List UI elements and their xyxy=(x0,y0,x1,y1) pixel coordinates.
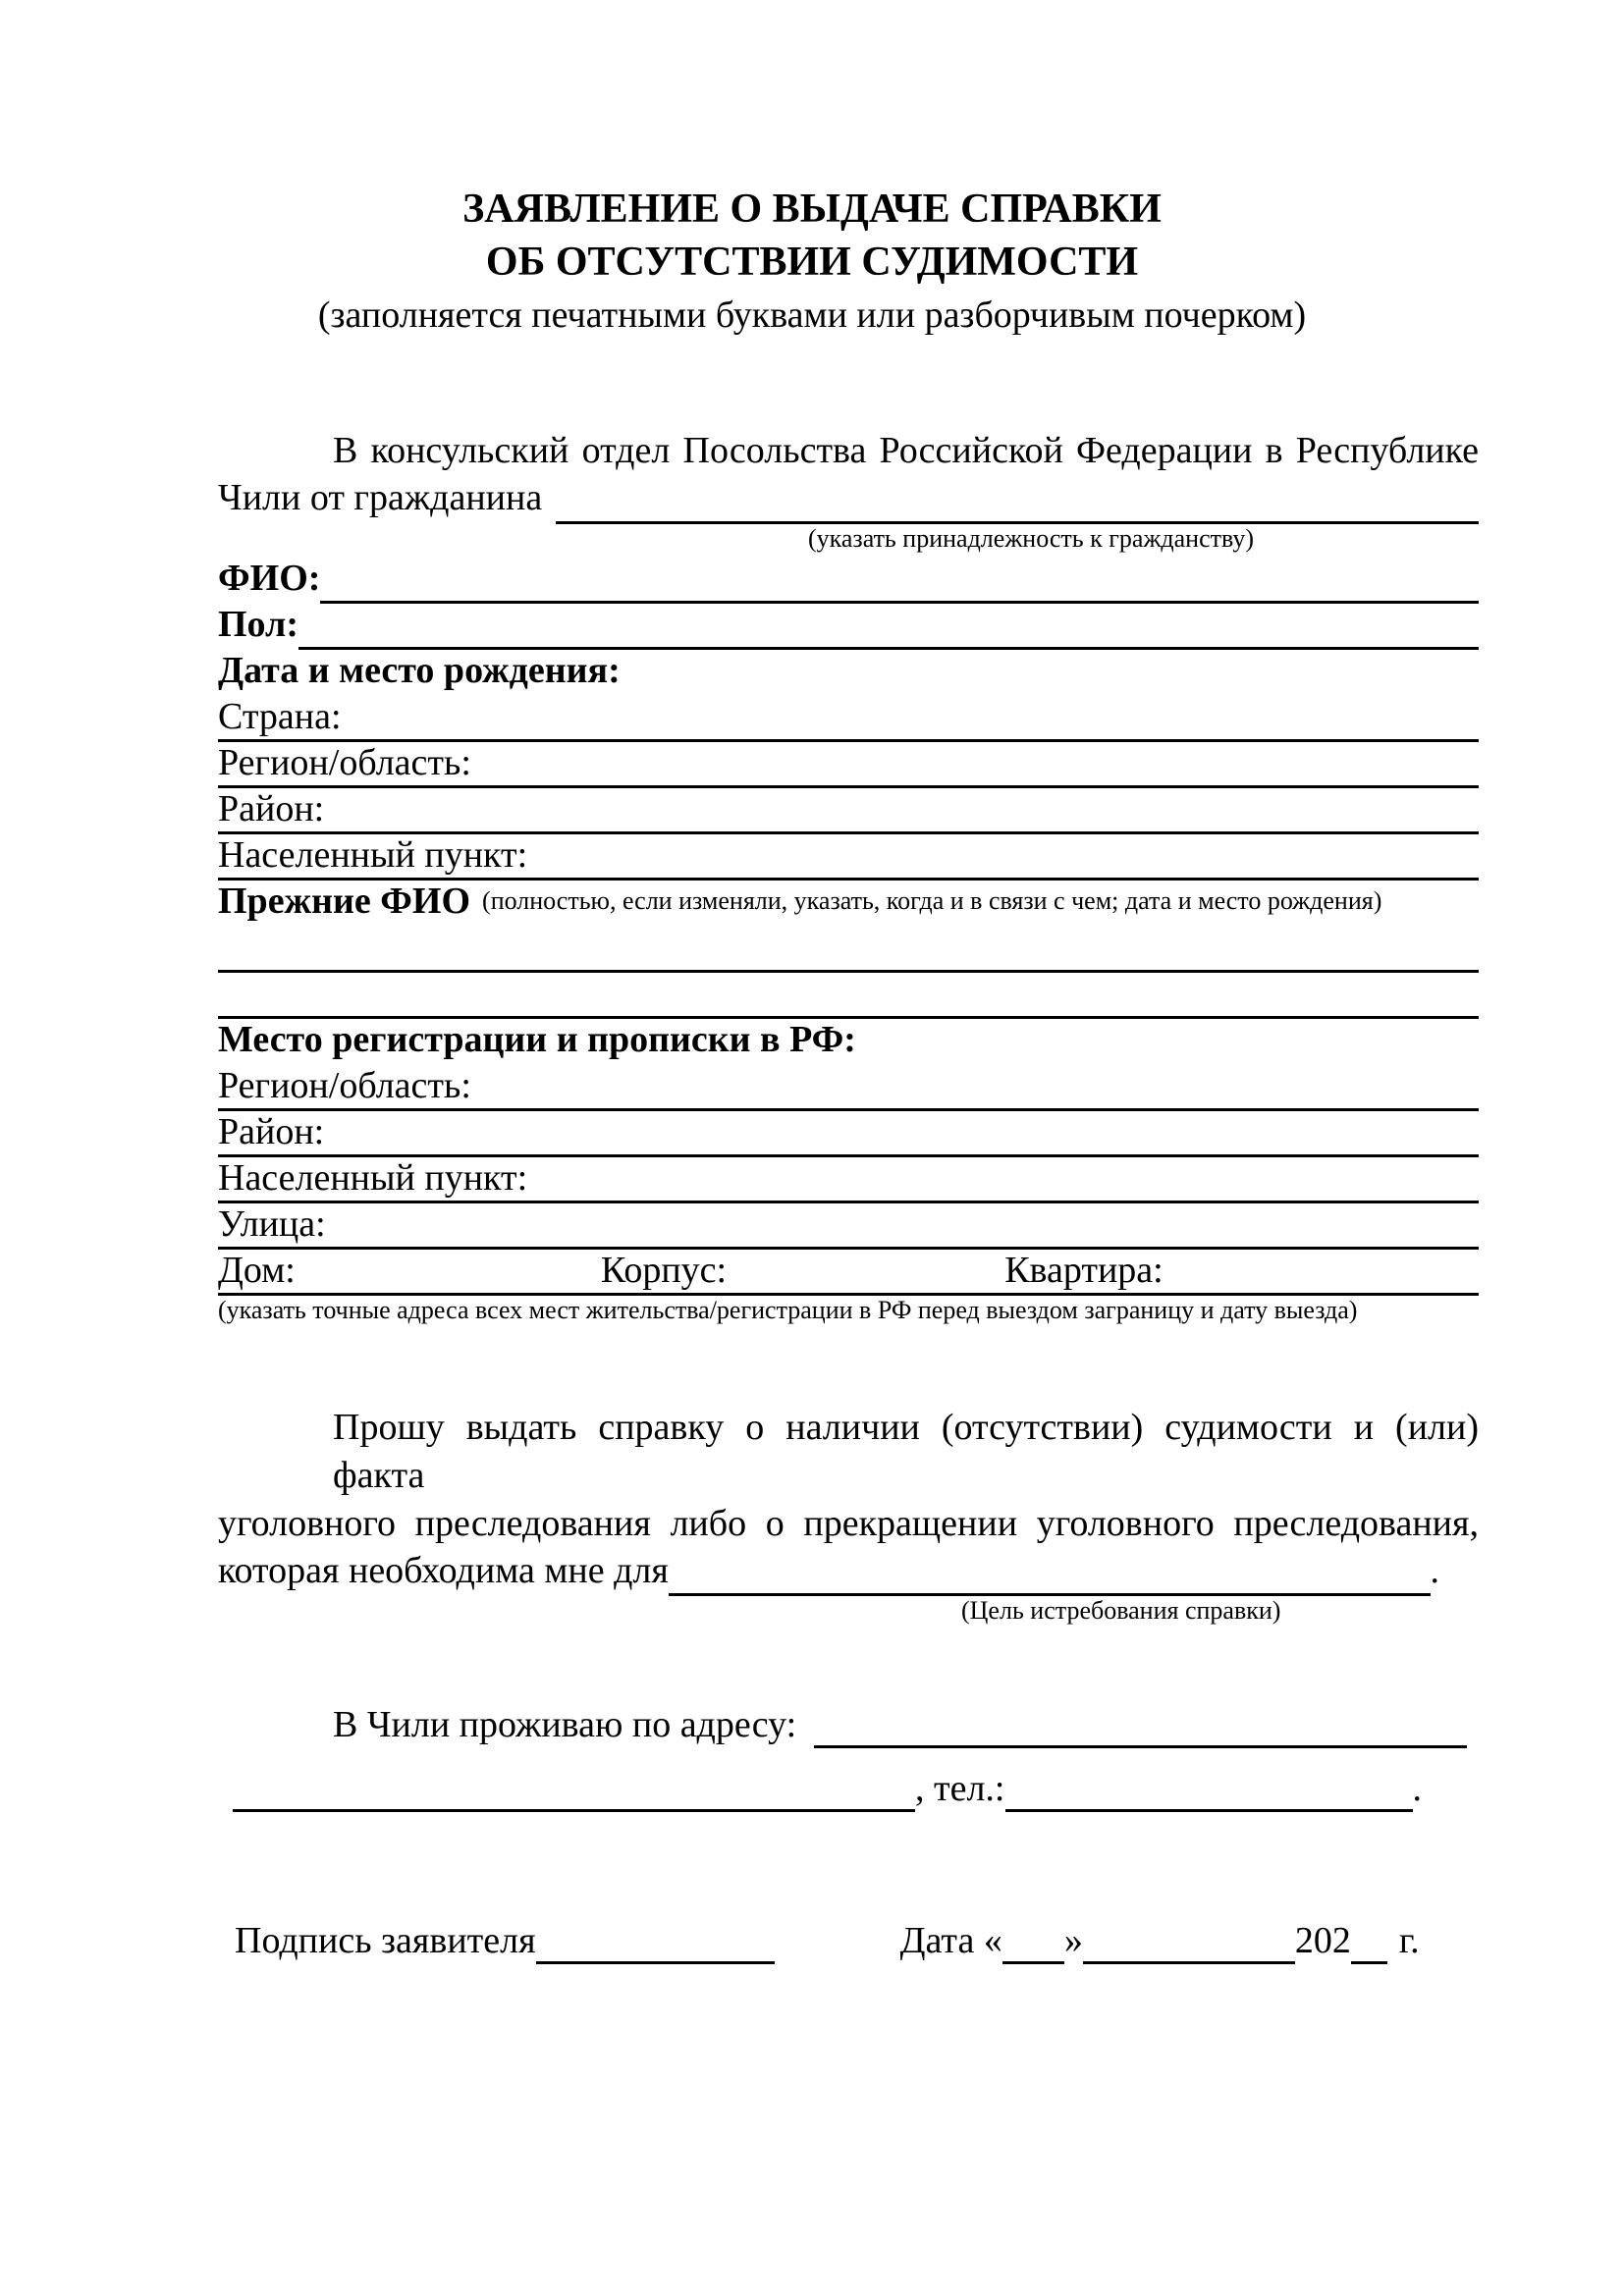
citizenship-blank[interactable] xyxy=(556,475,1479,524)
former-fio-label: Прежние ФИО xyxy=(218,881,471,922)
gender-row xyxy=(218,604,1479,650)
request-paragraph xyxy=(218,1404,1479,1596)
phone-period: . xyxy=(1412,1768,1422,1809)
registration-header: Место регистрации и прописки в РФ: xyxy=(218,1019,856,1060)
birth-settlement-label: Населенный пункт: xyxy=(218,834,528,876)
birth-header: Дата и место рождения: xyxy=(218,650,621,691)
house-label: Дом: xyxy=(218,1250,296,1291)
request-line1: Прошу выдать справку о наличии (отсутствии) судимости и (или) факта xyxy=(333,1407,1479,1496)
request-line3-label: которая необходима мне для xyxy=(218,1550,669,1591)
residence-label: В Чили проживаю по адресу: xyxy=(333,1704,797,1745)
birth-region-label: Регион/область: xyxy=(218,742,471,783)
date-quote-close: » xyxy=(1063,1920,1083,1961)
reg-district-row[interactable] xyxy=(218,1111,1479,1157)
date-year-suffix: г. xyxy=(1398,1920,1420,1961)
registration-header-row xyxy=(218,1019,1479,1065)
gender-label: Пол: xyxy=(218,604,299,645)
signature-label: Подпись заявителя xyxy=(235,1920,536,1961)
birth-country-row[interactable] xyxy=(218,696,1479,742)
residence-address-blank[interactable] xyxy=(814,1702,1467,1748)
request-period: . xyxy=(1430,1550,1439,1591)
gender-blank[interactable] xyxy=(298,604,1479,650)
birth-header-row xyxy=(218,650,1479,696)
former-fio-blank-row-1[interactable] xyxy=(218,927,1479,973)
reg-street-label: Улица: xyxy=(218,1203,326,1245)
date-year: 202 xyxy=(1294,1920,1351,1961)
citizenship-hint: (указать принадлежность к гражданству) xyxy=(808,524,1255,553)
former-fio-blank-row-2[interactable] xyxy=(218,973,1479,1019)
purpose-blank[interactable] xyxy=(669,1548,1431,1596)
reg-settlement-row[interactable] xyxy=(218,1157,1479,1203)
signature-blank[interactable] xyxy=(536,1918,775,1964)
addressee-paragraph xyxy=(218,426,1479,524)
residence-row xyxy=(218,1702,1479,1748)
phone-row xyxy=(218,1766,1479,1812)
date-label: Дата « xyxy=(899,1920,1002,1961)
phone-blank[interactable] xyxy=(1005,1766,1413,1812)
birth-settlement-row[interactable] xyxy=(218,834,1479,881)
addressee-line2-label: Чили от гражданина xyxy=(218,477,543,518)
purpose-hint: (Цель истребования справки) xyxy=(961,1596,1281,1625)
building-blank[interactable] xyxy=(727,1250,1004,1293)
reg-settlement-label: Населенный пункт: xyxy=(218,1157,528,1199)
residence-address-blank-2[interactable] xyxy=(233,1766,915,1812)
form-title-note: (заполняется печатными буквами или разборчивым почерком) xyxy=(317,294,1307,336)
form-title-line1: ЗАЯВЛЕНИЕ О ВЫДАЧЕ СПРАВКИ xyxy=(462,187,1162,232)
date-year-blank[interactable] xyxy=(1351,1918,1387,1964)
fio-row xyxy=(218,558,1479,604)
reg-district-label: Район: xyxy=(218,1111,325,1152)
form-title-line2: ОБ ОТСУТСТВИИ СУДИМОСТИ xyxy=(485,240,1139,285)
birth-region-row[interactable] xyxy=(218,742,1479,788)
date-month-blank[interactable] xyxy=(1083,1918,1295,1964)
reg-region-row[interactable] xyxy=(218,1065,1479,1111)
form-title-block xyxy=(0,0,1624,342)
signature-date-row xyxy=(218,1918,1479,1964)
address-hint: (указать точные адреса всех мест жительства/регистрации в РФ перед выездом заграницу и дату выезда) xyxy=(218,1296,1358,1324)
fio-label: ФИО: xyxy=(218,558,321,599)
birth-country-label: Страна: xyxy=(218,696,342,737)
birth-district-label: Район: xyxy=(218,788,325,829)
date-day-blank[interactable] xyxy=(1002,1918,1064,1964)
birth-district-row[interactable] xyxy=(218,788,1479,834)
request-line2: уголовного преследования либо о прекращении уголовного преследования, xyxy=(218,1503,1479,1544)
apartment-label: Квартира: xyxy=(1004,1250,1164,1291)
fio-blank[interactable] xyxy=(320,558,1479,604)
house-blank[interactable] xyxy=(296,1250,601,1293)
apartment-blank[interactable] xyxy=(1164,1250,1479,1293)
phone-label: , тел.: xyxy=(915,1768,1005,1809)
former-fio-row xyxy=(218,881,1479,927)
reg-street-row[interactable] xyxy=(218,1203,1479,1250)
house-building-apartment-row[interactable] xyxy=(218,1250,1479,1296)
building-label: Корпус: xyxy=(600,1250,728,1291)
reg-region-label: Регион/область: xyxy=(218,1065,471,1106)
addressee-line1: В консульский отдел Посольства Российской Федерации в Республике xyxy=(333,430,1479,471)
former-fio-hint: (полностью, если изменяли, указать, когда и в связи с чем; дата и место рождения) xyxy=(482,886,1382,915)
